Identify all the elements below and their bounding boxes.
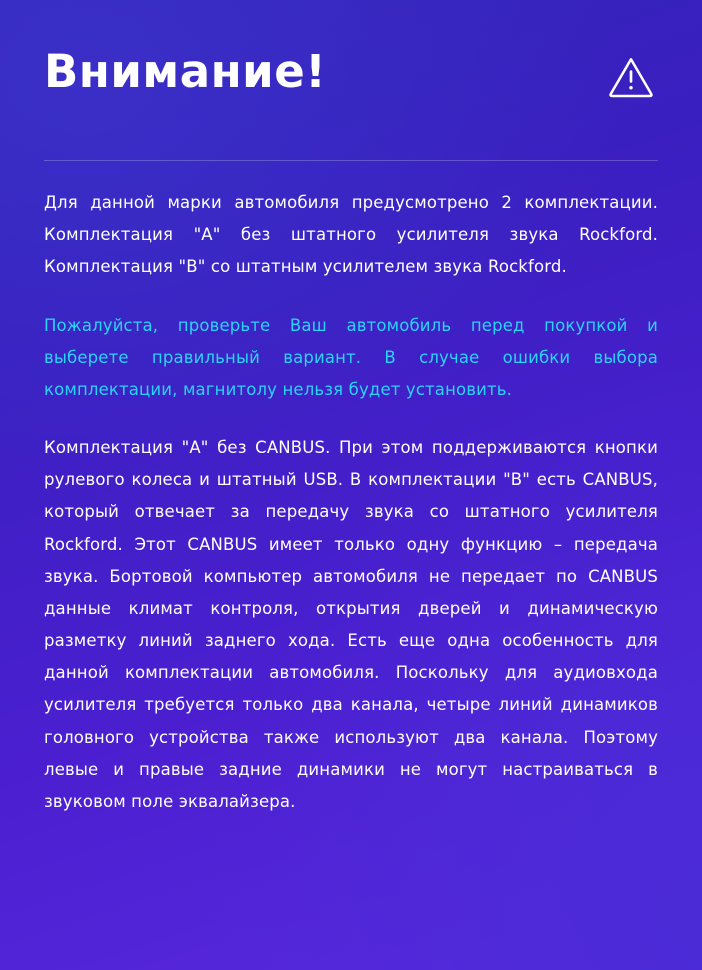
page-header [44, 44, 658, 130]
paragraph-notice: Пожалуйста, проверьте Ваш автомобиль перед покупкой и выберете правильный вариант. В случае ошибки выбора комплектации, магнитолу нельзя будет установить. [44, 315, 658, 399]
warning-triangle-icon [608, 54, 654, 100]
paragraph-intro: Для данной марки автомобиля предусмотрено 2 комплектации. Комплектация "А" без штатного усилителя звука Rockford. Комплектация "B" со штатным усилителем звука Rockford. [44, 193, 658, 277]
page-title: Внимание! [44, 45, 327, 98]
notice-body [44, 161, 658, 818]
paragraph-details: Комплектация "А" без CANBUS. При этом поддерживаются кнопки рулевого колеса и штатный USB. В комплектации "B" есть CANBUS, который отвечает за передачу звука со штатного усилителя Rockford. Этот CANBUS имеет только одну функцию – передача звука. Бортовой компьютер автомобиля не передает по CANBUS данные климат контроля, открытия дверей и динамическую разметку линий заднего хода. Есть еще одна особенность для данной комплектации автомобиля. Поскольку для аудиовхода усилителя требуется только два канала, четыре линий динамиков головного устройства также используют два канала. Поэтому левые и правые задние динамики не могут настраиваться в звуковом поле эквалайзера. [44, 438, 658, 811]
